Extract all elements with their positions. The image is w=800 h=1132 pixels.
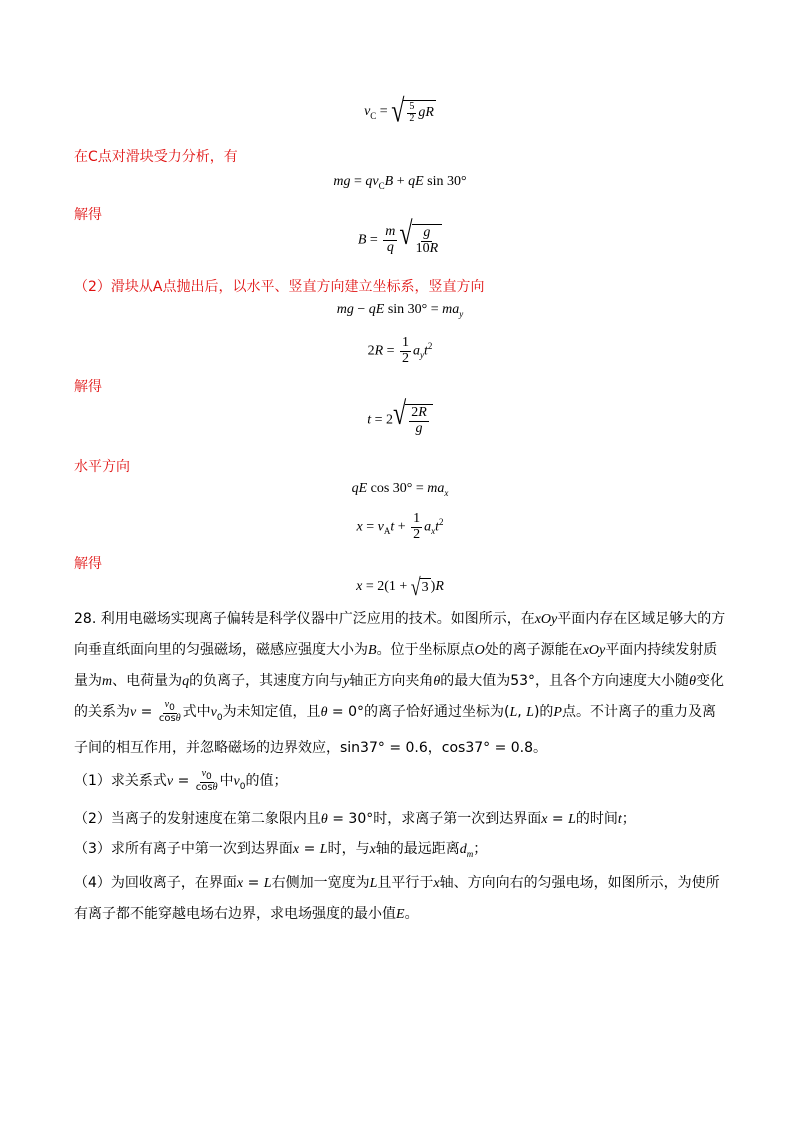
label-solve-1: 解得 [74, 207, 102, 223]
equation-x-result: x = 2(1 + √ 3 )R [356, 573, 444, 601]
question-3: （3）求所有离子中第一次到达界面x = L时，与x轴的最远距离$d_m$； [74, 841, 488, 859]
equation-b: B = $\frac{m}{q}$ √ $\frac{g}{10R}$ [0, 224, 800, 256]
equation-vc: $v_C$ = √ $\frac{5}{2}$ gR [364, 94, 434, 130]
label-point-c: 在C点对滑块受力分析，有 [74, 149, 238, 165]
equation-ay: mg − qE $\sin 30^\circ = ma_y$ [336, 302, 464, 319]
label-solve-2: 解得 [74, 379, 102, 395]
label-part-2: （2）滑块从A点抛出后，以水平、竖直方向建立坐标系，竖直方向 [74, 279, 485, 295]
equation-force-balance: mg = $qv_CB$ + qE sin 30° [333, 174, 467, 191]
equation-x: $x = v_At$ + $\frac{1}{2}$ $a_xt^2$ [356, 511, 444, 542]
equation-t: t = 2 √ $\frac{2R}{g}$ [0, 404, 800, 436]
question-4: （4）为回收离子，在界面x = L右侧加一宽度为L且平行于x轴、方向向右的匀强电场，如图所示，为使所有离子都不能穿越电场右边界，求电场强度的最小值E。 [74, 875, 720, 922]
question-1: （1）求关系式v = $\frac{v_0}{\cos\theta}$ 中$v_0$的值； [74, 767, 288, 793]
question-2: （2）当离子的发射速度在第二象限内且θ = 30°时，求离子第一次到达界面x = L的时间t； [74, 811, 636, 827]
equation-2r: 2R = $\frac{1}{2}$ $a_yt^2$ [367, 335, 433, 366]
label-solve-3: 解得 [74, 556, 102, 572]
problem-28-statement: 28. 利用电磁场实现离子偏转是科学仪器中广泛应用的技术。如图所示，在xOy平面内存在区域足够大的方向垂直纸面向里的匀强磁场，磁感应强度大小为B。位于坐标原点O处的离子源能在xOy平面内持续发射质量为m、电荷量为q的负离子，其速度方向与y轴正方向夹角θ的最大值为53°，且各个方向速度大小随θ变化的关系为v = $\frac{v_0}{\cos\theta}$ 式中$v_0$为未知定值，且θ = 0°的离子恰好通过坐标为(L, L)的P点。不计离子的重力及离子间的相互作用，并忽略磁场的边界效应，sin37° = 0.6，cos37° = 0.8。 [74, 611, 726, 756]
label-horizontal: 水平方向 [74, 459, 130, 475]
problem-number: 28. [74, 611, 97, 627]
equation-ax: qE $\cos 30^\circ = ma_x$ [351, 481, 449, 498]
